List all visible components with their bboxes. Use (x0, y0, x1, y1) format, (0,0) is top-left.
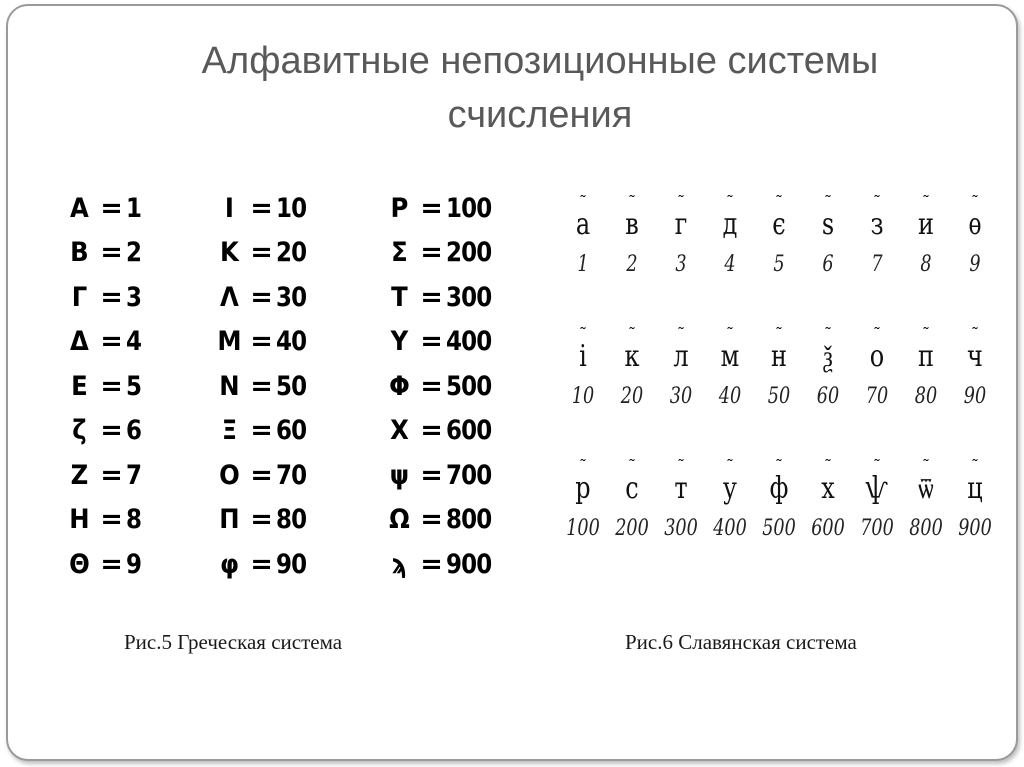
equals-sign: = (250, 548, 272, 580)
slavonic-numeral-cell (952, 324, 998, 412)
greek-value: 700 (446, 459, 492, 491)
greek-letter: Θ (69, 548, 89, 580)
titlo-mark-icon: ˜ (971, 456, 979, 475)
slavonic-value: 40 (718, 384, 742, 409)
titlo-mark-icon: ˜ (726, 192, 734, 211)
greek-letter: K (220, 237, 238, 269)
greek-numeral-row (382, 364, 522, 409)
slavonic-numeral-cell (952, 192, 998, 280)
equals-sign: = (100, 237, 122, 269)
slavonic-numeral-cell (854, 324, 900, 412)
slavonic-numeral-cell (560, 456, 606, 544)
slide-title-line-1: Алфавитные непозиционные системы (201, 40, 879, 82)
greek-value: 9 (126, 548, 142, 580)
greek-letter: Δ (70, 326, 88, 358)
greek-value: 500 (446, 370, 492, 402)
greek-column (382, 186, 522, 587)
slavonic-numeral-cell (903, 192, 949, 280)
slavonic-letter: р (575, 471, 591, 506)
slavonic-value: 8 (920, 252, 932, 277)
greek-value: 80 (276, 504, 307, 536)
greek-letter: Φ (389, 370, 409, 402)
titlo-mark-icon: ˜ (922, 324, 930, 343)
slavonic-caption: Рис.6 Славянская система (625, 630, 857, 654)
slavonic-letter: є (772, 207, 786, 242)
slide-title-line-2: счисления (447, 94, 633, 136)
equals-sign: = (100, 415, 122, 447)
greek-letter: φ (219, 548, 239, 580)
slavonic-value: 50 (767, 384, 791, 409)
slavonic-numeral-cell (854, 456, 900, 544)
slavonic-numeral-cell (609, 456, 655, 544)
slavonic-value: 900 (958, 516, 992, 541)
greek-value: 400 (446, 326, 492, 358)
slavonic-letter: у (722, 471, 738, 506)
slavonic-numeral-cell (658, 192, 704, 280)
slavonic-numeral-cell (854, 192, 900, 280)
titlo-mark-icon: ˜ (873, 324, 881, 343)
slavonic-value: 10 (571, 384, 595, 409)
greek-value: 2 (126, 237, 142, 269)
slavonic-value: 3 (675, 252, 687, 277)
equals-sign: = (420, 281, 442, 313)
greek-letter: B (70, 237, 88, 269)
equals-sign: = (250, 192, 272, 224)
slavonic-numeral-cell (707, 456, 753, 544)
slavonic-numeral-cell (658, 456, 704, 544)
greek-letter: H (69, 504, 89, 536)
greek-numeral-row (212, 186, 352, 231)
greek-numeral-row (212, 542, 352, 587)
titlo-mark-icon: ˜ (775, 192, 783, 211)
equals-sign: = (250, 237, 272, 269)
titlo-mark-icon: ˜ (971, 192, 979, 211)
greek-letter: Z (70, 459, 88, 491)
greek-value: 90 (276, 548, 307, 580)
greek-numeral-row (62, 498, 202, 543)
titlo-mark-icon: ˜ (677, 324, 685, 343)
slavonic-value: 6 (822, 252, 834, 277)
greek-letter: X (390, 415, 408, 447)
slavonic-value: 200 (615, 516, 649, 541)
equals-sign: = (100, 326, 122, 358)
slavonic-value: 300 (664, 516, 698, 541)
greek-letter: N (219, 370, 239, 402)
titlo-mark-icon: ˜ (873, 456, 881, 475)
slavonic-letter: ф (769, 471, 789, 506)
greek-letter: P (390, 192, 408, 224)
slavonic-numerals-figure (560, 192, 1000, 586)
slide-title (60, 34, 1020, 142)
greek-letter: ψ (389, 459, 409, 491)
greek-numeral-row (62, 275, 202, 320)
titlo-mark-icon: ˜ (726, 456, 734, 475)
greek-numeral-row (382, 186, 522, 231)
greek-numeral-row (212, 320, 352, 365)
slavonic-letter: а (575, 207, 591, 242)
greek-value: 800 (446, 504, 492, 536)
greek-value: 4 (126, 326, 142, 358)
titlo-mark-icon: ˜ (579, 324, 587, 343)
slavonic-letter: м (720, 339, 740, 374)
greek-numeral-row (382, 231, 522, 276)
slavonic-value: 4 (724, 252, 736, 277)
slavonic-value: 600 (811, 516, 845, 541)
greek-letter: Γ (71, 281, 87, 313)
slavonic-letter: ѯ (823, 339, 833, 374)
slavonic-row (560, 324, 1000, 448)
slavonic-value: 80 (914, 384, 938, 409)
greek-value: 20 (276, 237, 307, 269)
equals-sign: = (100, 281, 122, 313)
greek-letter: Υ (390, 326, 408, 358)
greek-letter: Λ (220, 281, 238, 313)
equals-sign: = (250, 281, 272, 313)
slavonic-numeral-cell (560, 324, 606, 412)
equals-sign: = (100, 548, 122, 580)
greek-value: 7 (126, 459, 142, 491)
slavonic-letter: х (821, 471, 835, 506)
equals-sign: = (420, 192, 442, 224)
greek-numeral-row (382, 498, 522, 543)
greek-numeral-row (62, 453, 202, 498)
equals-sign: = (100, 459, 122, 491)
slavonic-numeral-cell (756, 456, 802, 544)
greek-letter: E (71, 370, 87, 402)
equals-sign: = (100, 192, 122, 224)
equals-sign: = (420, 459, 442, 491)
equals-sign: = (250, 459, 272, 491)
titlo-mark-icon: ˜ (677, 192, 685, 211)
greek-numeral-row (62, 409, 202, 454)
greek-value: 5 (126, 370, 142, 402)
slavonic-numeral-cell (756, 324, 802, 412)
slavonic-numeral-cell (609, 324, 655, 412)
slavonic-numeral-cell (707, 324, 753, 412)
greek-numeral-row (382, 453, 522, 498)
greek-column (212, 186, 352, 587)
greek-value: 6 (126, 415, 142, 447)
slavonic-value: 70 (865, 384, 889, 409)
slavonic-value: 9 (969, 252, 981, 277)
greek-value: 40 (276, 326, 307, 358)
slavonic-value: 2 (626, 252, 638, 277)
greek-value: 8 (126, 504, 142, 536)
titlo-mark-icon: ˜ (922, 192, 930, 211)
slavonic-numeral-cell (609, 192, 655, 280)
greek-letter: A (70, 192, 88, 224)
slavonic-letter: ѱ (866, 471, 888, 506)
greek-letter: Ω (389, 504, 409, 536)
titlo-mark-icon: ˜ (922, 456, 930, 475)
slavonic-value: 7 (871, 252, 883, 277)
slavonic-numeral-cell (756, 192, 802, 280)
slavonic-numeral-cell (805, 456, 851, 544)
titlo-mark-icon: ˜ (579, 192, 587, 211)
titlo-mark-icon: ˜ (628, 192, 636, 211)
slavonic-row (560, 456, 1000, 580)
slavonic-value: 700 (860, 516, 894, 541)
slavonic-value: 5 (773, 252, 785, 277)
greek-numeral-row (382, 275, 522, 320)
greek-numeral-row (382, 320, 522, 365)
greek-caption: Рис.5 Греческая система (124, 630, 343, 654)
slavonic-numeral-cell (805, 324, 851, 412)
slavonic-letter: н (771, 339, 787, 374)
slavonic-numeral-cell (952, 456, 998, 544)
titlo-mark-icon: ˜ (726, 324, 734, 343)
slavonic-letter: д (722, 207, 738, 242)
greek-value: 900 (446, 548, 492, 580)
slavonic-letter: і (579, 339, 587, 374)
titlo-mark-icon: ˜ (971, 324, 979, 343)
slavonic-numeral-cell (805, 192, 851, 280)
titlo-mark-icon: ˜ (628, 324, 636, 343)
greek-value: 1 (126, 192, 142, 224)
titlo-mark-icon: ˜ (579, 456, 587, 475)
greek-numeral-row (62, 364, 202, 409)
greek-value: 60 (276, 415, 307, 447)
slavonic-letter: л (673, 339, 689, 374)
titlo-mark-icon: ˜ (677, 456, 685, 475)
greek-value: 100 (446, 192, 492, 224)
slavonic-letter: ѳ (968, 207, 982, 242)
greek-value: 30 (276, 281, 307, 313)
greek-numeral-row (382, 409, 522, 454)
slavonic-value: 100 (566, 516, 600, 541)
slavonic-numeral-cell (903, 456, 949, 544)
greek-letter: I (224, 192, 234, 224)
greek-letter: O (219, 459, 239, 491)
equals-sign: = (420, 370, 442, 402)
titlo-mark-icon: ˜ (628, 456, 636, 475)
equals-sign: = (420, 415, 442, 447)
slavonic-letter: ц (967, 471, 983, 506)
greek-column (62, 186, 202, 587)
greek-value: 200 (446, 237, 492, 269)
slavonic-value: 400 (713, 516, 747, 541)
slavonic-value: 500 (762, 516, 796, 541)
equals-sign: = (420, 504, 442, 536)
slavonic-value: 90 (963, 384, 987, 409)
equals-sign: = (420, 326, 442, 358)
equals-sign: = (420, 548, 442, 580)
slavonic-letter: ч (967, 339, 983, 374)
greek-value: 70 (276, 459, 307, 491)
equals-sign: = (420, 237, 442, 269)
slavonic-value: 800 (909, 516, 943, 541)
equals-sign: = (250, 415, 272, 447)
greek-value: 10 (276, 192, 307, 224)
slavonic-value: 60 (816, 384, 840, 409)
greek-numeral-row (212, 231, 352, 276)
slavonic-letter: с (625, 471, 639, 506)
greek-value: 300 (446, 281, 492, 313)
slavonic-letter: ѕ (821, 207, 835, 242)
greek-letter: T (391, 281, 407, 313)
slavonic-letter: п (918, 339, 934, 374)
greek-numeral-row (212, 453, 352, 498)
titlo-mark-icon: ˜ (775, 324, 783, 343)
greek-numeral-row (62, 231, 202, 276)
titlo-mark-icon: ˜ (824, 456, 832, 475)
slavonic-numeral-cell (707, 192, 753, 280)
greek-letter: Π (219, 504, 239, 536)
slavonic-letter: з (870, 207, 884, 242)
greek-numeral-row (212, 409, 352, 454)
greek-numeral-row (382, 542, 522, 587)
greek-numeral-row (62, 542, 202, 587)
titlo-mark-icon: ˜ (824, 324, 832, 343)
slavonic-numeral-cell (658, 324, 704, 412)
slavonic-letter: к (624, 339, 640, 374)
slavonic-letter: и (918, 207, 934, 242)
slavonic-value: 1 (577, 252, 589, 277)
greek-letter: ϡ (391, 548, 407, 580)
greek-value: 600 (446, 415, 492, 447)
equals-sign: = (100, 504, 122, 536)
equals-sign: = (250, 326, 272, 358)
greek-letter: ζ (72, 415, 86, 447)
slavonic-value: 30 (669, 384, 693, 409)
slavonic-value: 20 (620, 384, 644, 409)
greek-numeral-row (212, 364, 352, 409)
titlo-mark-icon: ˜ (775, 456, 783, 475)
greek-letter: Σ (391, 237, 407, 269)
greek-numeral-row (212, 275, 352, 320)
slavonic-letter: ѿ (918, 471, 934, 506)
greek-numeral-row (62, 186, 202, 231)
slavonic-letter: г (674, 207, 688, 242)
slavonic-numeral-cell (903, 324, 949, 412)
equals-sign: = (100, 370, 122, 402)
equals-sign: = (250, 370, 272, 402)
greek-letter: Ξ (221, 415, 237, 447)
greek-value: 50 (276, 370, 307, 402)
greek-numeral-row (212, 498, 352, 543)
slavonic-letter: в (625, 207, 639, 242)
slavonic-row (560, 192, 1000, 316)
slavonic-letter: о (869, 339, 885, 374)
slavonic-numeral-cell (560, 192, 606, 280)
titlo-mark-icon: ˜ (873, 192, 881, 211)
equals-sign: = (250, 504, 272, 536)
greek-value: 3 (126, 281, 142, 313)
slavonic-letter: т (674, 471, 688, 506)
greek-numeral-row (62, 320, 202, 365)
greek-letter: M (217, 326, 241, 358)
titlo-mark-icon: ˜ (824, 192, 832, 211)
greek-numerals-figure (62, 186, 512, 586)
